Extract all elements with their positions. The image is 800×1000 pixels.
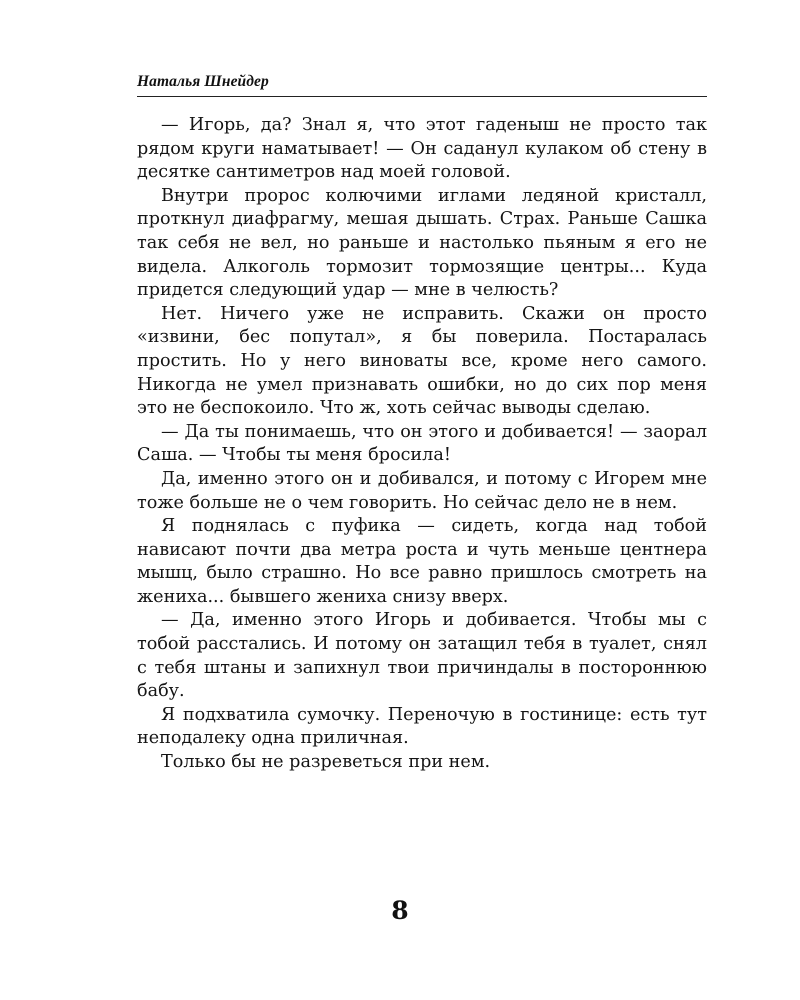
paragraph: — Игорь, да? Знал я, что этот гаденыш не просто так рядом круги наматывает! — Он саданул кулаком об стену в десятке сантиметров над моей головой. (137, 115, 707, 183)
running-header (137, 70, 707, 97)
paragraph: Я поднялась с пуфика — сидеть, когда над тобой нависают почти два метра роста и чуть меньше центнера мышц, было страшно. Но все равно пришлось смотреть на жениха... бывшего жениха снизу вверх. (137, 516, 707, 607)
paragraph: Только бы не разреветься при нем. (161, 752, 491, 773)
paragraph: — Да, именно этого Игорь и добивается. Чтобы мы с тобой расстались. И потому он затащил тебя в туалет, снял с тебя штаны и запихнул твои причиндалы в постороннюю бабу. (137, 610, 707, 702)
page-number: 8 (391, 896, 409, 925)
author-name: Наталья Шнейдер (137, 73, 269, 90)
paragraph: Да, именно этого он и добивался, и потому с Игорем мне тоже больше не о чем говорить. Но сейчас дело не в нем. (137, 468, 707, 513)
page-body (137, 114, 707, 775)
paragraph: Внутри пророс колючими иглами ледяной кристалл, проткнул диафрагму, мешая дышать. Страх. Раньше Сашка так себя не вел, но раньше и настолько пьяным я его не видела. Алкоголь тормозит тормозящие центры... Куда придется следующий удар — мне в челюсть? (137, 185, 707, 301)
paragraph: Я подхватила сумочку. Переночую в гостинице: есть тут неподалеку одна приличная. (137, 704, 707, 749)
paragraph: — Да ты понимаешь, что он этого и добивается! — заорал Саша. — Чтобы ты меня бросила! (137, 421, 707, 466)
paragraph: Нет. Ничего уже не исправить. Скажи он просто «извини, бес попутал», я бы поверила. Постаралась простить. Но у него виноваты все, кроме него самого. Никогда не умел признавать ошибки, но до сих пор меня это не беспокоило. Что ж, хоть сейчас выводы сделаю. (137, 303, 707, 419)
